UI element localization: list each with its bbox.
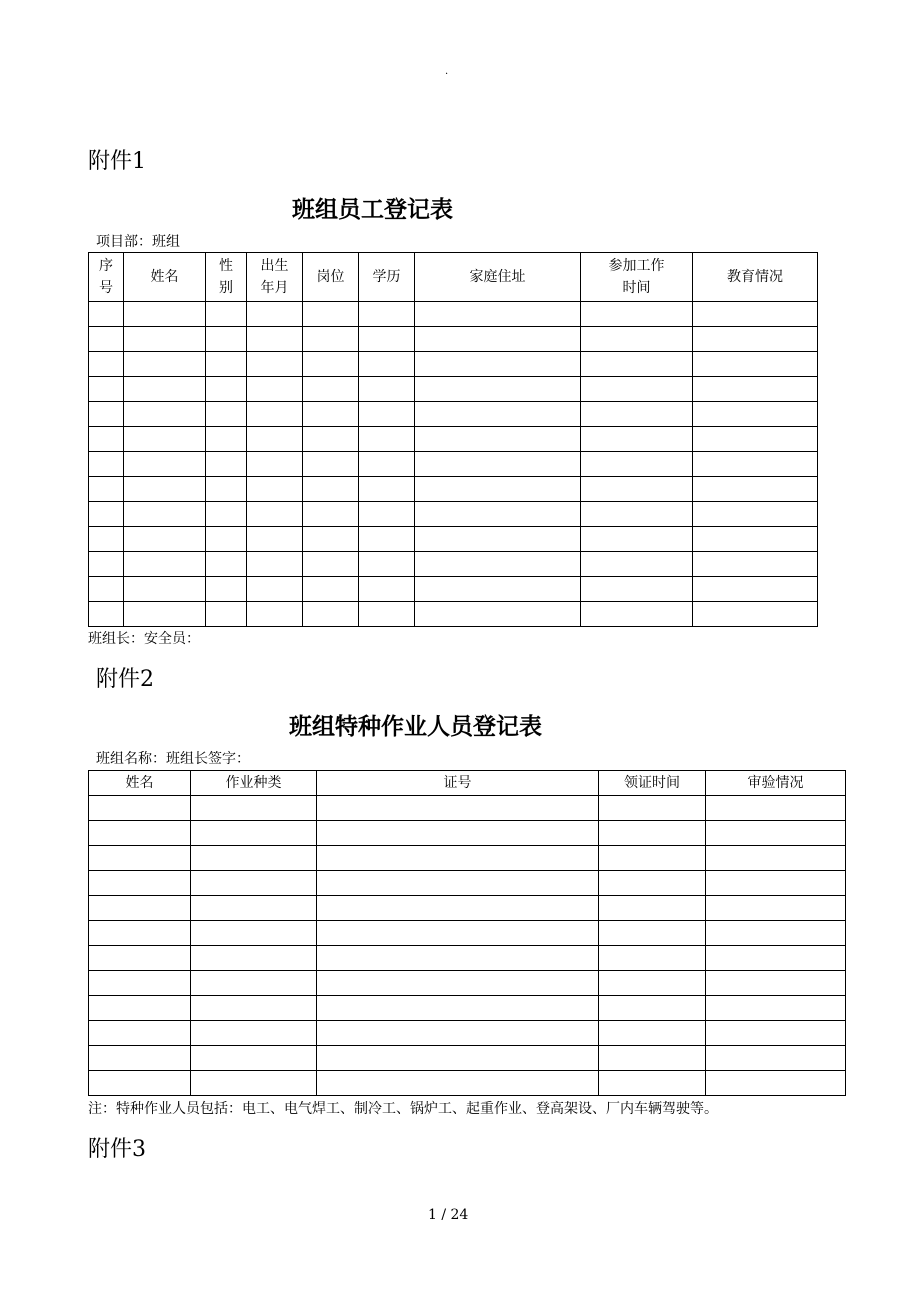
table-cell[interactable] bbox=[599, 996, 706, 1021]
table-cell[interactable] bbox=[359, 452, 415, 477]
table-cell[interactable] bbox=[581, 502, 693, 527]
table-cell[interactable] bbox=[303, 477, 359, 502]
table-row bbox=[89, 1071, 846, 1096]
table-cell[interactable] bbox=[693, 502, 818, 527]
header-operation-type: 作业种类 bbox=[191, 771, 317, 796]
table-row bbox=[89, 846, 846, 871]
staff-registration-table bbox=[88, 252, 818, 627]
table-cell[interactable] bbox=[303, 577, 359, 602]
table-cell[interactable] bbox=[247, 352, 303, 377]
table-cell[interactable] bbox=[191, 846, 317, 871]
table-cell[interactable] bbox=[303, 527, 359, 552]
table-cell[interactable] bbox=[247, 377, 303, 402]
table-cell[interactable] bbox=[124, 552, 206, 577]
table-cell[interactable] bbox=[415, 302, 581, 327]
table-cell[interactable] bbox=[706, 1021, 846, 1046]
table-cell[interactable] bbox=[599, 871, 706, 896]
table2-body bbox=[89, 796, 846, 1096]
table-cell[interactable] bbox=[706, 1071, 846, 1096]
table-cell[interactable] bbox=[359, 502, 415, 527]
table-cell[interactable] bbox=[247, 602, 303, 627]
table1-footer: 班组长：安全员： bbox=[88, 631, 200, 647]
table-cell[interactable] bbox=[89, 377, 124, 402]
header-index: 序 号 bbox=[89, 253, 124, 302]
attachment-3-label: 附件3 bbox=[88, 1137, 146, 1162]
table-cell[interactable] bbox=[317, 996, 599, 1021]
table-cell[interactable] bbox=[415, 527, 581, 552]
table-cell[interactable] bbox=[206, 577, 247, 602]
table-cell[interactable] bbox=[206, 602, 247, 627]
table-cell[interactable] bbox=[89, 602, 124, 627]
table-cell[interactable] bbox=[359, 527, 415, 552]
table-cell[interactable] bbox=[89, 996, 191, 1021]
header-mark: . bbox=[445, 66, 449, 77]
table-cell[interactable] bbox=[599, 821, 706, 846]
table-cell[interactable] bbox=[89, 896, 191, 921]
table-cell[interactable] bbox=[191, 1046, 317, 1071]
special-operations-table bbox=[88, 770, 846, 1096]
table-cell[interactable] bbox=[303, 352, 359, 377]
table-row bbox=[89, 1021, 846, 1046]
table-cell[interactable] bbox=[303, 452, 359, 477]
table-cell[interactable] bbox=[303, 327, 359, 352]
table-row bbox=[89, 946, 846, 971]
table-row bbox=[89, 552, 818, 577]
table-cell[interactable] bbox=[191, 1021, 317, 1046]
table-row bbox=[89, 477, 818, 502]
table-row bbox=[89, 302, 818, 327]
table-cell[interactable] bbox=[359, 352, 415, 377]
table-cell[interactable] bbox=[191, 896, 317, 921]
table-cell[interactable] bbox=[693, 402, 818, 427]
table-cell[interactable] bbox=[247, 452, 303, 477]
table-cell[interactable] bbox=[247, 477, 303, 502]
table-cell[interactable] bbox=[206, 327, 247, 352]
table-cell[interactable] bbox=[89, 796, 191, 821]
table-cell[interactable] bbox=[89, 352, 124, 377]
table-cell[interactable] bbox=[247, 402, 303, 427]
table-cell[interactable] bbox=[706, 821, 846, 846]
table-cell[interactable] bbox=[317, 921, 599, 946]
table-cell[interactable] bbox=[693, 327, 818, 352]
table-cell[interactable] bbox=[359, 477, 415, 502]
table-cell[interactable] bbox=[599, 846, 706, 871]
table-cell[interactable] bbox=[359, 327, 415, 352]
table-cell[interactable] bbox=[581, 477, 693, 502]
table-cell[interactable] bbox=[693, 552, 818, 577]
table-cell[interactable] bbox=[89, 1046, 191, 1071]
table-cell[interactable] bbox=[89, 1021, 191, 1046]
header-birth: 出生 年月 bbox=[247, 253, 303, 302]
project-line: 项目部：班组 bbox=[96, 234, 180, 250]
table-cell[interactable] bbox=[124, 377, 206, 402]
table-cell[interactable] bbox=[693, 477, 818, 502]
table2-header-row bbox=[89, 771, 846, 796]
table2-title: 班组特种作业人员登记表 bbox=[289, 714, 542, 740]
table-cell[interactable] bbox=[124, 527, 206, 552]
table-cell[interactable] bbox=[599, 921, 706, 946]
table-cell[interactable] bbox=[89, 552, 124, 577]
table-cell[interactable] bbox=[89, 527, 124, 552]
table-row bbox=[89, 352, 818, 377]
table-cell[interactable] bbox=[206, 527, 247, 552]
table-row bbox=[89, 602, 818, 627]
table-cell[interactable] bbox=[317, 971, 599, 996]
table-cell[interactable] bbox=[317, 946, 599, 971]
table-cell[interactable] bbox=[317, 1021, 599, 1046]
table-row bbox=[89, 971, 846, 996]
table-cell[interactable] bbox=[89, 402, 124, 427]
table-cell[interactable] bbox=[206, 427, 247, 452]
table-cell[interactable] bbox=[599, 946, 706, 971]
header-education: 学历 bbox=[359, 253, 415, 302]
header-issue-date: 领证时间 bbox=[599, 771, 706, 796]
header-certificate-no: 证号 bbox=[317, 771, 599, 796]
table-cell[interactable] bbox=[581, 402, 693, 427]
table-cell[interactable] bbox=[359, 377, 415, 402]
header-name: 姓名 bbox=[89, 771, 191, 796]
table-cell[interactable] bbox=[124, 502, 206, 527]
table-cell[interactable] bbox=[89, 946, 191, 971]
table-cell[interactable] bbox=[247, 527, 303, 552]
table-cell[interactable] bbox=[581, 452, 693, 477]
table-cell[interactable] bbox=[303, 552, 359, 577]
table-cell[interactable] bbox=[706, 921, 846, 946]
table-cell[interactable] bbox=[206, 352, 247, 377]
header-review-status: 审验情况 bbox=[706, 771, 846, 796]
table-cell[interactable] bbox=[206, 552, 247, 577]
table-cell[interactable] bbox=[317, 846, 599, 871]
table-cell[interactable] bbox=[581, 327, 693, 352]
table-cell[interactable] bbox=[247, 302, 303, 327]
table-cell[interactable] bbox=[124, 327, 206, 352]
table-cell[interactable] bbox=[706, 996, 846, 1021]
group-line: 班组名称：班组长签字： bbox=[96, 751, 250, 767]
header-position: 岗位 bbox=[303, 253, 359, 302]
header-address: 家庭住址 bbox=[415, 253, 581, 302]
table-cell[interactable] bbox=[317, 1071, 599, 1096]
table-row bbox=[89, 577, 818, 602]
table-cell[interactable] bbox=[89, 871, 191, 896]
table-cell[interactable] bbox=[124, 477, 206, 502]
table-cell[interactable] bbox=[191, 996, 317, 1021]
table-cell[interactable] bbox=[247, 552, 303, 577]
table-cell[interactable] bbox=[206, 302, 247, 327]
table-row bbox=[89, 402, 818, 427]
table-cell[interactable] bbox=[706, 971, 846, 996]
header-name: 姓名 bbox=[124, 253, 206, 302]
table-cell[interactable] bbox=[247, 427, 303, 452]
table-cell[interactable] bbox=[191, 971, 317, 996]
table-cell[interactable] bbox=[599, 1071, 706, 1096]
table-cell[interactable] bbox=[191, 921, 317, 946]
table-cell[interactable] bbox=[317, 871, 599, 896]
table-cell[interactable] bbox=[89, 821, 191, 846]
table-cell[interactable] bbox=[191, 796, 317, 821]
table-cell[interactable] bbox=[581, 577, 693, 602]
table-row bbox=[89, 996, 846, 1021]
attachment-2-label: 附件2 bbox=[96, 667, 154, 692]
table-cell[interactable] bbox=[581, 427, 693, 452]
table-cell[interactable] bbox=[415, 552, 581, 577]
table-cell[interactable] bbox=[599, 1046, 706, 1071]
table-cell[interactable] bbox=[191, 1071, 317, 1096]
table-cell[interactable] bbox=[581, 602, 693, 627]
table-cell[interactable] bbox=[89, 502, 124, 527]
table-cell[interactable] bbox=[191, 821, 317, 846]
table-cell[interactable] bbox=[303, 377, 359, 402]
table-cell[interactable] bbox=[415, 427, 581, 452]
table-cell[interactable] bbox=[359, 602, 415, 627]
table-cell[interactable] bbox=[317, 821, 599, 846]
table-cell[interactable] bbox=[415, 402, 581, 427]
table-cell[interactable] bbox=[599, 1021, 706, 1046]
table-cell[interactable] bbox=[124, 402, 206, 427]
table-cell[interactable] bbox=[415, 377, 581, 402]
table-cell[interactable] bbox=[206, 452, 247, 477]
table-cell[interactable] bbox=[359, 577, 415, 602]
table-cell[interactable] bbox=[89, 1071, 191, 1096]
header-training: 教育情况 bbox=[693, 253, 818, 302]
table2-note: 注：特种作业人员包括：电工、电气焊工、制冷工、锅炉工、起重作业、登高架设、厂内车辆驾驶等。 bbox=[88, 1101, 718, 1117]
table-row bbox=[89, 502, 818, 527]
table-cell[interactable] bbox=[359, 402, 415, 427]
table-cell[interactable] bbox=[191, 946, 317, 971]
table-cell[interactable] bbox=[89, 971, 191, 996]
table-row bbox=[89, 1046, 846, 1071]
table-cell[interactable] bbox=[706, 846, 846, 871]
table-cell[interactable] bbox=[581, 377, 693, 402]
table-cell[interactable] bbox=[89, 477, 124, 502]
table-cell[interactable] bbox=[247, 327, 303, 352]
table-cell[interactable] bbox=[359, 302, 415, 327]
table-cell[interactable] bbox=[89, 427, 124, 452]
table-cell[interactable] bbox=[206, 477, 247, 502]
table-cell[interactable] bbox=[191, 871, 317, 896]
table-cell[interactable] bbox=[317, 896, 599, 921]
table-cell[interactable] bbox=[303, 502, 359, 527]
table-cell[interactable] bbox=[124, 352, 206, 377]
table-cell[interactable] bbox=[124, 577, 206, 602]
table-cell[interactable] bbox=[124, 427, 206, 452]
table-cell[interactable] bbox=[206, 502, 247, 527]
table-cell[interactable] bbox=[303, 402, 359, 427]
table-cell[interactable] bbox=[415, 577, 581, 602]
table-cell[interactable] bbox=[693, 352, 818, 377]
table-cell[interactable] bbox=[247, 502, 303, 527]
table-cell[interactable] bbox=[693, 427, 818, 452]
table-cell[interactable] bbox=[89, 302, 124, 327]
table-cell[interactable] bbox=[415, 602, 581, 627]
table-cell[interactable] bbox=[303, 602, 359, 627]
table-cell[interactable] bbox=[303, 302, 359, 327]
table-row bbox=[89, 377, 818, 402]
table-cell[interactable] bbox=[359, 427, 415, 452]
table-row bbox=[89, 921, 846, 946]
table-cell[interactable] bbox=[89, 921, 191, 946]
table-cell[interactable] bbox=[415, 452, 581, 477]
table-cell[interactable] bbox=[581, 352, 693, 377]
table-cell[interactable] bbox=[124, 602, 206, 627]
table-cell[interactable] bbox=[706, 946, 846, 971]
table-cell[interactable] bbox=[706, 796, 846, 821]
page-number: 1 / 24 bbox=[428, 1207, 469, 1223]
table-cell[interactable] bbox=[124, 452, 206, 477]
table-row bbox=[89, 427, 818, 452]
table-row bbox=[89, 327, 818, 352]
table-row bbox=[89, 796, 846, 821]
attachment-1-label: 附件1 bbox=[88, 149, 146, 174]
table1-body bbox=[89, 302, 818, 627]
header-work-start: 参加工作 时间 bbox=[581, 253, 693, 302]
table-cell[interactable] bbox=[693, 527, 818, 552]
table-cell[interactable] bbox=[706, 871, 846, 896]
table-cell[interactable] bbox=[693, 302, 818, 327]
table-cell[interactable] bbox=[124, 302, 206, 327]
table-cell[interactable] bbox=[599, 896, 706, 921]
table-row bbox=[89, 452, 818, 477]
table-row bbox=[89, 871, 846, 896]
table-cell[interactable] bbox=[247, 577, 303, 602]
table-cell[interactable] bbox=[415, 327, 581, 352]
table-cell[interactable] bbox=[599, 971, 706, 996]
table-cell[interactable] bbox=[317, 796, 599, 821]
table-cell[interactable] bbox=[581, 302, 693, 327]
table-cell[interactable] bbox=[206, 402, 247, 427]
table-cell[interactable] bbox=[693, 377, 818, 402]
table-cell[interactable] bbox=[359, 552, 415, 577]
table1-header-row bbox=[89, 253, 818, 302]
table-cell[interactable] bbox=[415, 352, 581, 377]
table-cell[interactable] bbox=[206, 377, 247, 402]
table-cell[interactable] bbox=[693, 602, 818, 627]
table-cell[interactable] bbox=[706, 1046, 846, 1071]
table-row bbox=[89, 896, 846, 921]
table-cell[interactable] bbox=[581, 552, 693, 577]
table-cell[interactable] bbox=[599, 796, 706, 821]
table-cell[interactable] bbox=[415, 502, 581, 527]
table-cell[interactable] bbox=[581, 527, 693, 552]
table-cell[interactable] bbox=[89, 846, 191, 871]
table-cell[interactable] bbox=[89, 452, 124, 477]
table1-title: 班组员工登记表 bbox=[292, 197, 453, 223]
table-cell[interactable] bbox=[89, 327, 124, 352]
header-gender: 性 别 bbox=[206, 253, 247, 302]
table-cell[interactable] bbox=[693, 577, 818, 602]
table-cell[interactable] bbox=[706, 896, 846, 921]
table-cell[interactable] bbox=[89, 577, 124, 602]
table-row bbox=[89, 527, 818, 552]
table-cell[interactable] bbox=[303, 427, 359, 452]
table-cell[interactable] bbox=[415, 477, 581, 502]
table-cell[interactable] bbox=[317, 1046, 599, 1071]
table-cell[interactable] bbox=[693, 452, 818, 477]
table-row bbox=[89, 821, 846, 846]
